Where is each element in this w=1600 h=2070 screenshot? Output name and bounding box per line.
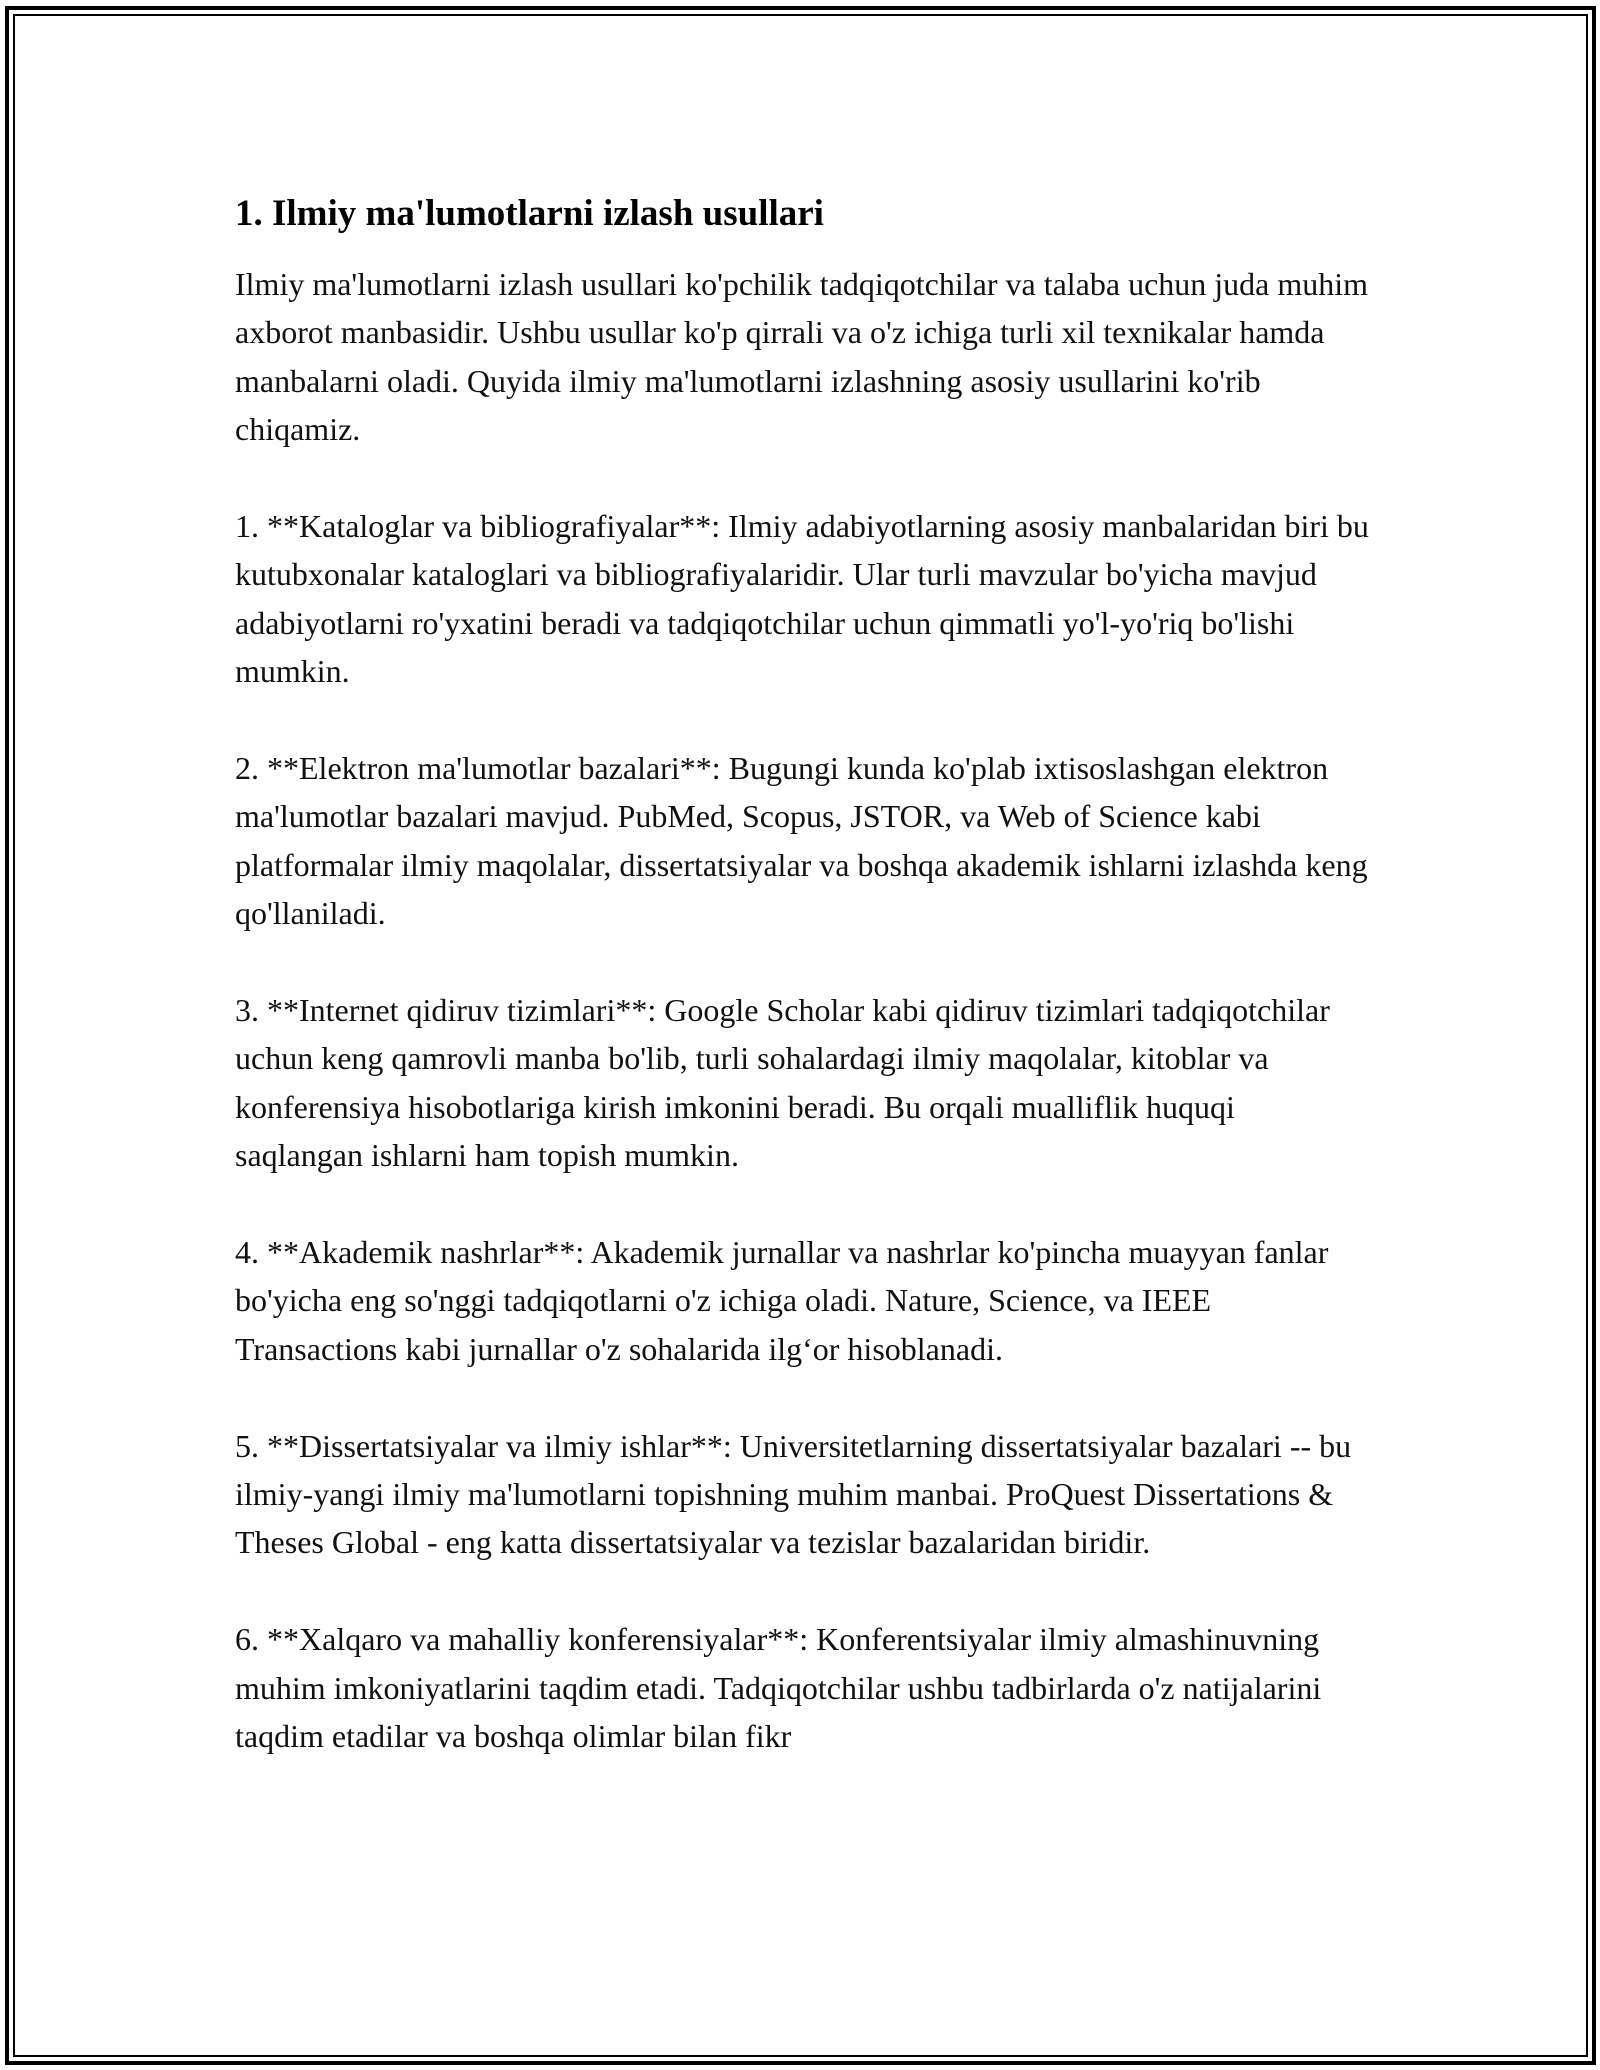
list-item-conferences: 6. **Xalqaro va mahalliy konferensiyalar**: Konferentsiyalar ilmiy almashinuvning muhim imkoniyatlarini taqdim etadi. Tadqiqotchilar ushbu tadbirlarda o'z natijalarini taqdim etadilar va boshqa olimlar bilan fikr — [235, 1621, 1322, 1755]
list-item-catalogs: 1. **Kataloglar va bibliografiyalar**: Ilmiy adabiyotlarning asosiy manbalaridan biri bu kutubxonalar kataloglari va bibliografiyalaridir. Ular turli mavzular bo'yicha mavjud adabiyotlarni ro'yxatini beradi va tadqiqotchilar uchun qimmatli yo'l-yo'riq bo'lishi mumkin. — [235, 508, 1369, 690]
list-item-internet-search: 3. **Internet qidiruv tizimlari**: Google Scholar kabi qidiruv tizimlari tadqiqotchilar uchun keng qamrovli manba bo'lib, turli sohalardagi ilmiy maqolalar, kitoblar va konferensiya hisobotlariga kirish imkonini beradi. Bu orqali mualliflik huquqi saqlangan ishlarni ham topish mumkin. — [235, 992, 1330, 1174]
document-body — [235, 190, 1370, 1809]
intro-paragraph: Ilmiy ma'lumotlarni izlash usullari ko'pchilik tadqiqotchilar va talaba uchun juda muhim axborot manbasidir. Ushbu usullar ko'p qirrali va o'z ichiga turli xil texnikalar hamda manbalarni oladi. Quyida ilmiy ma'lumotlarni izlashning asosiy usullarini ko'rib chiqamiz. — [235, 266, 1369, 448]
list-item-electronic-databases: 2. **Elektron ma'lumotlar bazalari**: Bugungi kunda ko'plab ixtisoslashgan elektron ma'lumotlar bazalari mavjud. PubMed, Scopus, JSTOR, va Web of Science kabi platformalar ilmiy maqolalar, dissertatsiyalar va boshqa akademik ishlarni izlashda keng qo'llaniladi. — [235, 750, 1368, 932]
list-item-academic-publications: 4. **Akademik nashrlar**: Akademik jurnallar va nashrlar ko'pincha muayyan fanlar bo'yicha eng so'nggi tadqiqotlarni o'z ichiga oladi. Nature, Science, va IEEE Transactions kabi jurnallar o'z sohalarida ilg‘or hisoblanadi. — [235, 1234, 1329, 1367]
section-heading: 1. Ilmiy ma'lumotlarni izlash usullari — [235, 193, 824, 234]
list-item-dissertations: 5. **Dissertatsiyalar va ilmiy ishlar**: Universitetlarning dissertatsiyalar bazalari -- bu ilmiy-yangi ilmiy ma'lumotlarni topishning muhim manbai. ProQuest Dissertations & Theses Global - eng katta dissertatsiyalar va tezislar bazalaridan biridir. — [235, 1427, 1352, 1561]
